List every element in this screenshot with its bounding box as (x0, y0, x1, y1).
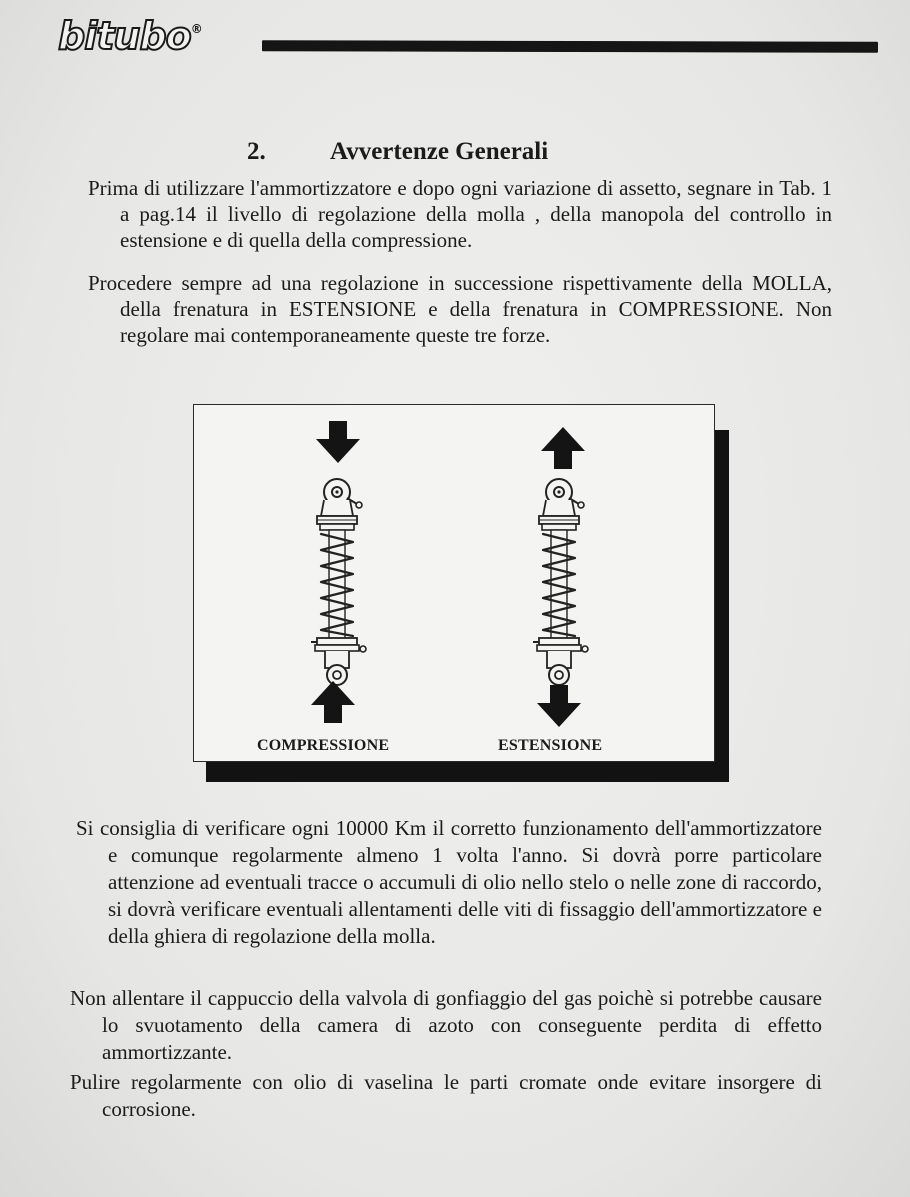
shock-absorber-icon (311, 479, 366, 685)
shock-absorber-icon (533, 479, 588, 685)
paragraph-cleaning: Pulire regolarmente con olio di vaselina le parti cromate onde evitare insorgere di corrosione. (70, 1070, 822, 1121)
arrow-down-icon (316, 421, 360, 463)
paragraph-adjustment-order: Procedere sempre ad una regolazione in successione rispettivamente della MOLLA, della frenatura in ESTENSIONE e della frenatura in COMPRESSIONE. Non regolare mai contemporaneamente queste tre forze. (88, 271, 832, 347)
shock-diagram-drawing (194, 405, 714, 761)
arrow-up-icon (541, 427, 585, 469)
arrow-up-icon (311, 681, 355, 723)
paragraph-gas-valve-warning: Non allentare il cappuccio della valvola di gonfiaggio del gas poichè si potrebbe causare lo svuotamento della camera di azoto con conseguente perdita di effetto ammortizzante. (70, 986, 822, 1064)
section-title: Avvertenze Generali (330, 138, 549, 165)
shock-diagram (193, 404, 715, 762)
registered-mark: ® (190, 22, 202, 36)
arrow-down-icon (537, 685, 581, 727)
brand-logo: bitubo® (58, 14, 202, 58)
compression-label: COMPRESSIONE (257, 737, 390, 754)
header-rule (262, 40, 878, 53)
extension-label: ESTENSIONE (498, 737, 603, 754)
paragraph-record-settings: Prima di utilizzare l'ammortizzatore e dopo ogni variazione di assetto, segnare in Tab. 1 a pag.14 il livello di regolazione della molla , della manopola del controllo in estensione e di quella della compressione. (88, 176, 832, 252)
paragraph-maintenance-check: Si consiglia di verificare ogni 10000 Km il corretto funzionamento dell'ammortizzatore e comunque regolarmente almeno 1 volta l'anno. Si dovrà porre particolare attenzione ad eventuali tracce o accumuli di olio nello stelo o nelle zone di raccordo, si dovrà verificare eventuali allentamenti delle viti di fissaggio dell'ammortizzatore e della ghiera di regolazione della molla. (76, 816, 822, 948)
section-number: 2. (247, 138, 266, 165)
